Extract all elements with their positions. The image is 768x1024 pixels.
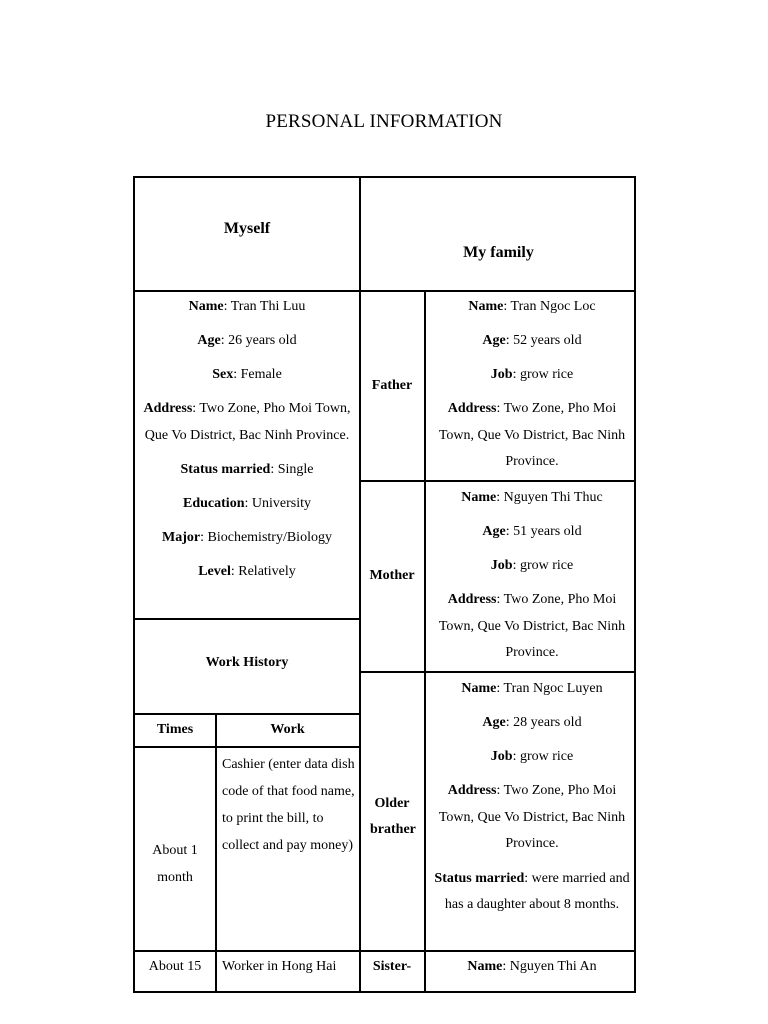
myself-status: Status married: Single — [180, 462, 314, 477]
father-address: Address: Two Zone, Pho Moi Town, Que Vo District, Bac Ninh Province. — [438, 401, 626, 469]
relation-sister: Sister- — [372, 959, 412, 974]
myself-sex: Sex: Female — [212, 367, 282, 382]
myself-education: Education: University — [183, 496, 311, 511]
work-row-times: About 1 month — [152, 842, 198, 885]
mother-job: Job: grow rice — [490, 558, 574, 573]
sister-details — [426, 954, 636, 980]
relation-father: Father — [371, 377, 413, 393]
older-brother-name: Name: Tran Ngoc Luyen — [461, 681, 603, 696]
personal-info-table — [133, 176, 636, 993]
mother-name: Name: Nguyen Thi Thuc — [461, 490, 603, 505]
relation-older-brother: Older brather — [370, 796, 416, 837]
older-brother-details — [426, 673, 636, 927]
divider-brother — [359, 950, 636, 952]
relation-mother: Mother — [369, 568, 415, 583]
mother-age: Age: 51 years old — [482, 524, 582, 539]
mother-address: Address: Two Zone, Pho Moi Town, Que Vo District, Bac Ninh Province. — [438, 592, 626, 660]
header-myself: Myself — [223, 220, 271, 237]
older-brother-status: Status married: were married and has a daughter about 8 months. — [434, 870, 630, 912]
work-col-times: Times — [156, 722, 194, 737]
father-name: Name: Tran Ngoc Loc — [468, 299, 596, 314]
father-job: Job: grow rice — [490, 367, 574, 382]
myself-level: Level: Relatively — [198, 564, 296, 579]
older-brother-job: Job: grow rice — [490, 749, 574, 764]
myself-major: Major: Biochemistry/Biology — [162, 530, 332, 545]
work-row-work: Cashier (enter data dish code of that food name, to print the bill, to collect and pay money) — [222, 757, 355, 853]
father-details — [426, 291, 636, 484]
father-age: Age: 52 years old — [482, 333, 582, 348]
mother-details — [426, 482, 636, 675]
myself-address: Address: Two Zone, Pho Moi Town, Que Vo District, Bac Ninh Province. — [143, 401, 351, 443]
work-row-work: Worker in Hong Hai — [222, 959, 337, 974]
myself-details — [135, 291, 359, 593]
myself-age: Age: 26 years old — [197, 333, 297, 348]
sister-name: Name: Nguyen Thi An — [467, 959, 597, 974]
older-brother-address: Address: Two Zone, Pho Moi Town, Que Vo District, Bac Ninh Province. — [438, 783, 626, 851]
header-my-family: My family — [463, 244, 534, 261]
work-col-work: Work — [270, 722, 305, 737]
myself-name: Name: Tran Thi Luu — [188, 299, 306, 314]
page-title: PERSONAL INFORMATION — [265, 111, 503, 132]
work-history-title: Work History — [205, 655, 289, 670]
work-row-times: About 15 — [148, 959, 202, 974]
older-brother-age: Age: 28 years old — [482, 715, 582, 730]
divider-work-row — [135, 950, 359, 952]
